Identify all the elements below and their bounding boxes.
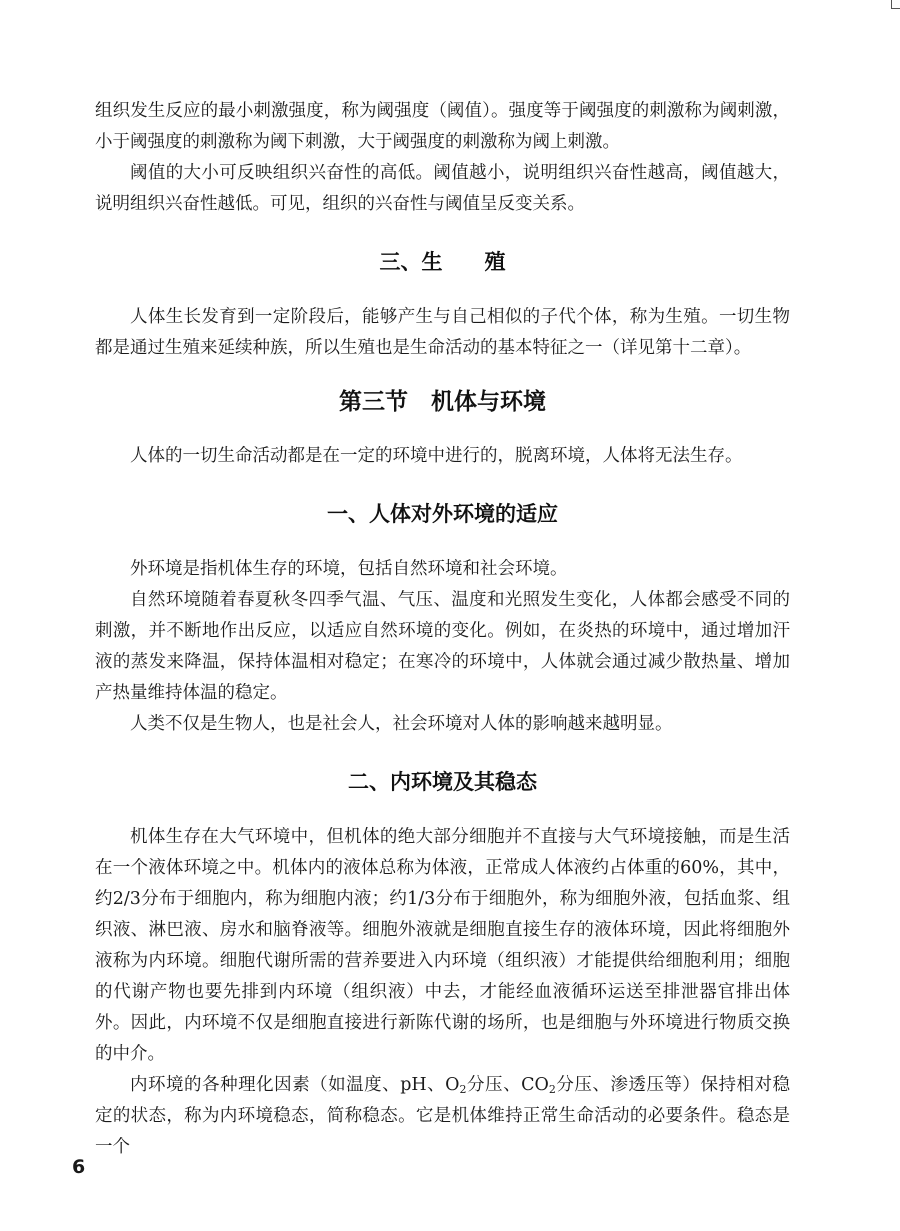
paragraph-external-environment: 外环境是指机体生存的环境，包括自然环境和社会环境。: [130, 559, 568, 579]
paragraph-homeostasis: 内环境的各种理化因素（如温度、pH、$O_2$分压、$CO_2$分压、渗透压等）保持相对稳定的状态，称为内环境稳态，简称稳态。它是机体维持正常生命活动的必要条件。稳态是一个: [95, 1075, 790, 1157]
paragraph-body-fluids: 机体生存在大气环境中，但机体的绝大部分细胞并不直接与大气环境接触，而是生活在一个液体环境之中。机体内的液体总称为体液，正常成人体液约占体重的60%，其中，约2/3分布于细胞内，称为细胞内液；约1/3分布于细胞外，称为细胞外液，包括血浆、组织液、淋巴液、房水和脑脊液等。细胞外液就是细胞直接生存的液体环境，因此将细胞外液称为内环境。细胞代谢所需的营养要进入内环境（组织液）才能提供给细胞利用；细胞的代谢产物也要先排到内环境（组织液）中去，才能经血液循环运送至排泄器官排出体外。因此，内环境不仅是细胞直接进行新陈代谢的场所，也是细胞与外环境进行物质交换的中介。: [95, 827, 790, 1064]
crop-mark: [891, 0, 900, 9]
paragraph-environment-intro: 人体的一切生命活动都是在一定的环境中进行的，脱离环境，人体将无法生存。: [130, 446, 743, 466]
paragraph-threshold-definition: 组织发生反应的最小刺激强度，称为阈强度（阈值）。强度等于阈强度的刺激称为阈刺激，小于阈强度的刺激称为阈下刺激，大于阈强度的刺激称为阈上刺激。: [95, 101, 790, 152]
paragraph-threshold-excitability: 阈值的大小可反映组织兴奋性的高低。阈值越小，说明组织兴奋性越高，阈值越大，说明组织兴奋性越低。可见，组织的兴奋性与阈值呈反变关系。: [95, 163, 790, 214]
paragraph-social-environment: 人类不仅是生物人，也是社会人，社会环境对人体的影响越来越明显。: [130, 714, 673, 734]
page-number: 6: [72, 1156, 86, 1178]
page-content: [95, 96, 790, 1163]
heading-section-3: 第三节 机体与环境: [339, 389, 546, 415]
paragraph-natural-environment: 自然环境随着春夏秋冬四季气温、气压、温度和光照发生变化，人体都会感受不同的刺激，并不断地作出反应，以适应自然环境的变化。例如，在炎热的环境中，通过增加汗液的蒸发来降温，保持体温相对稳定；在寒冷的环境中，人体就会通过减少散热量、增加产热量维持体温的稳定。: [95, 590, 790, 703]
heading-reproduction: 三、生 殖: [379, 250, 506, 274]
paragraph-reproduction: 人体生长发育到一定阶段后，能够产生与自己相似的子代个体，称为生殖。一切生物都是通过生殖来延续种族，所以生殖也是生命活动的基本特征之一（详见第十二章）。: [95, 307, 790, 358]
heading-internal-environment: 二、内环境及其稳态: [348, 770, 537, 794]
heading-external-adaptation: 一、人体对外环境的适应: [327, 502, 558, 526]
